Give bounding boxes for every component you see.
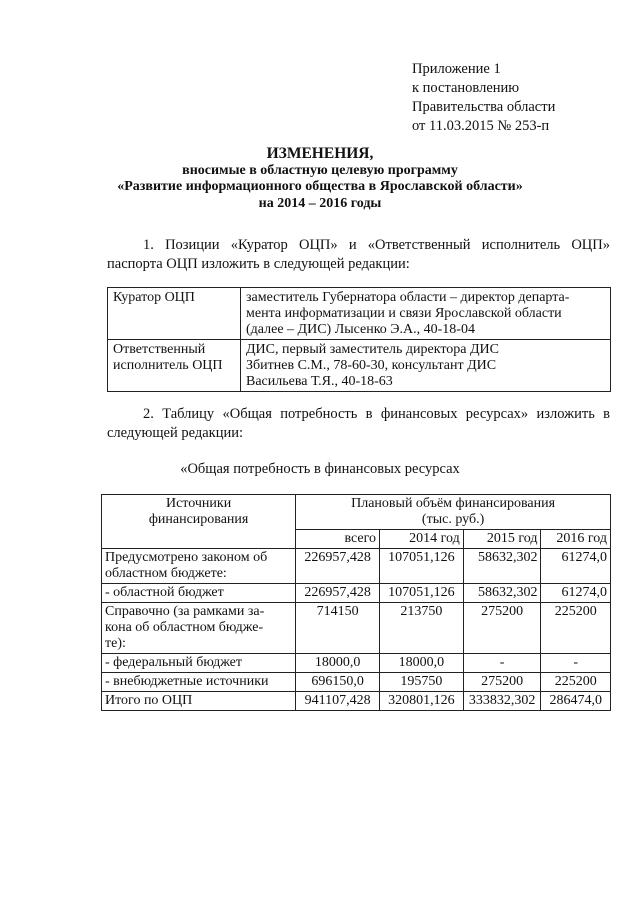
table-cell: 195750 [379, 673, 463, 692]
cell-line: мента информатизации и связи Ярославской области [246, 306, 562, 321]
cell-line: (далее – ДИС) Лысенко Э.А., 40-18-04 [246, 322, 475, 337]
table-row [102, 673, 611, 692]
appendix-line: Приложение 1 [412, 61, 501, 77]
cell-line: заместитель Губернатора области – директор департа- [246, 290, 570, 305]
table-cell: 226957,428 [296, 584, 380, 603]
heading-line: на 2014 – 2016 годы [258, 195, 382, 211]
table-row [108, 288, 611, 340]
table-cell [241, 288, 611, 340]
cell-line: (тыс. руб.) [421, 512, 485, 527]
table-row [102, 692, 611, 711]
cell-line: областном бюджете: [105, 566, 227, 581]
table-cell: 286474,0 [541, 692, 611, 711]
paragraph-2 [107, 405, 610, 443]
table-cell: 275200 [463, 673, 541, 692]
table-cell: 226957,428 [296, 549, 380, 584]
table-cell: 18000,0 [296, 654, 380, 673]
table-cell: 18000,0 [379, 654, 463, 673]
appendix-line: от 11.03.2015 № 253-п [412, 118, 550, 134]
paragraph-1-text: 1. Позиции «Куратор ОЦП» и «Ответственный исполнитель ОЦП» паспорта ОЦП изложить в следующей редакции: [107, 237, 610, 272]
heading-line: «Развитие информационного общества в Ярославской области» [117, 179, 523, 194]
table-cell: Куратор ОЦП [108, 288, 241, 340]
table-cell: 61274,0 [541, 584, 611, 603]
paragraph-1 [107, 236, 610, 274]
cell-line: финансирования [148, 512, 249, 527]
table-header-cell: 2015 год [463, 530, 541, 549]
table-cell [102, 603, 296, 654]
table-cell: 58632,302 [463, 549, 541, 584]
table-cell: Итого по ОЦП [102, 692, 296, 711]
cell-line: Ответственный [113, 342, 206, 357]
table-cell: 941107,428 [296, 692, 380, 711]
table-cell [241, 340, 611, 392]
table-row [108, 340, 611, 392]
table-caption: «Общая потребность в финансовых ресурсах [180, 461, 460, 477]
table-cell: 320801,126 [379, 692, 463, 711]
table-cell [108, 340, 241, 392]
cell-line: Плановый объём финансирования [351, 496, 556, 511]
cell-line: Предусмотрено законом об [105, 550, 268, 565]
curator-table [107, 287, 611, 392]
table-cell: 107051,126 [379, 549, 463, 584]
table-header-cell: 2016 год [541, 530, 611, 549]
table-cell: 696150,0 [296, 673, 380, 692]
table-cell [102, 549, 296, 584]
finance-table [101, 494, 611, 711]
table-cell: 61274,0 [541, 549, 611, 584]
table-header-cell: всего [296, 530, 380, 549]
cell-line: Справочно (за рамками за- [105, 604, 265, 619]
cell-line: кона об областном бюдже- [105, 620, 264, 635]
table-header-cell [102, 495, 296, 549]
appendix-line: к постановлению [412, 80, 520, 96]
cell-line: ДИС, первый заместитель директора ДИС [246, 342, 499, 357]
table-cell: - [541, 654, 611, 673]
table-header-cell: 2014 год [379, 530, 463, 549]
paragraph-2-text: 2. Таблицу «Общая потребность в финансовых ресурсах» изложить в следующей редакции: [107, 406, 610, 441]
table-cell: 333832,302 [463, 692, 541, 711]
table-row [102, 549, 611, 584]
table-cell: 225200 [541, 603, 611, 654]
table-cell: 225200 [541, 673, 611, 692]
heading-line: вносимые в областную целевую программу [182, 162, 458, 178]
appendix-block [412, 60, 555, 136]
table-cell: 107051,126 [379, 584, 463, 603]
table-cell: - внебюджетные источники [102, 673, 296, 692]
table-row [102, 654, 611, 673]
document-title: ИЗМЕНЕНИЯ, [266, 145, 374, 162]
cell-line: Источники [165, 496, 232, 511]
cell-line: Збитнев С.М., 78-60-30, консультант ДИС [246, 358, 497, 373]
table-row [102, 603, 611, 654]
cell-line: Васильева Т.Я., 40-18-63 [246, 374, 393, 389]
table-cell: 714150 [296, 603, 380, 654]
table-header-row [102, 495, 611, 530]
table-row [102, 584, 611, 603]
table-header-cell [296, 495, 611, 530]
table-cell: - [463, 654, 541, 673]
appendix-line: Правительства области [412, 99, 556, 115]
table-cell: - федеральный бюджет [102, 654, 296, 673]
table-cell: - областной бюджет [102, 584, 296, 603]
cell-line: те): [105, 636, 126, 651]
table-cell: 275200 [463, 603, 541, 654]
table-cell: 213750 [379, 603, 463, 654]
cell-line: исполнитель ОЦП [113, 358, 223, 373]
table-cell: 58632,302 [463, 584, 541, 603]
document-heading [0, 146, 640, 212]
